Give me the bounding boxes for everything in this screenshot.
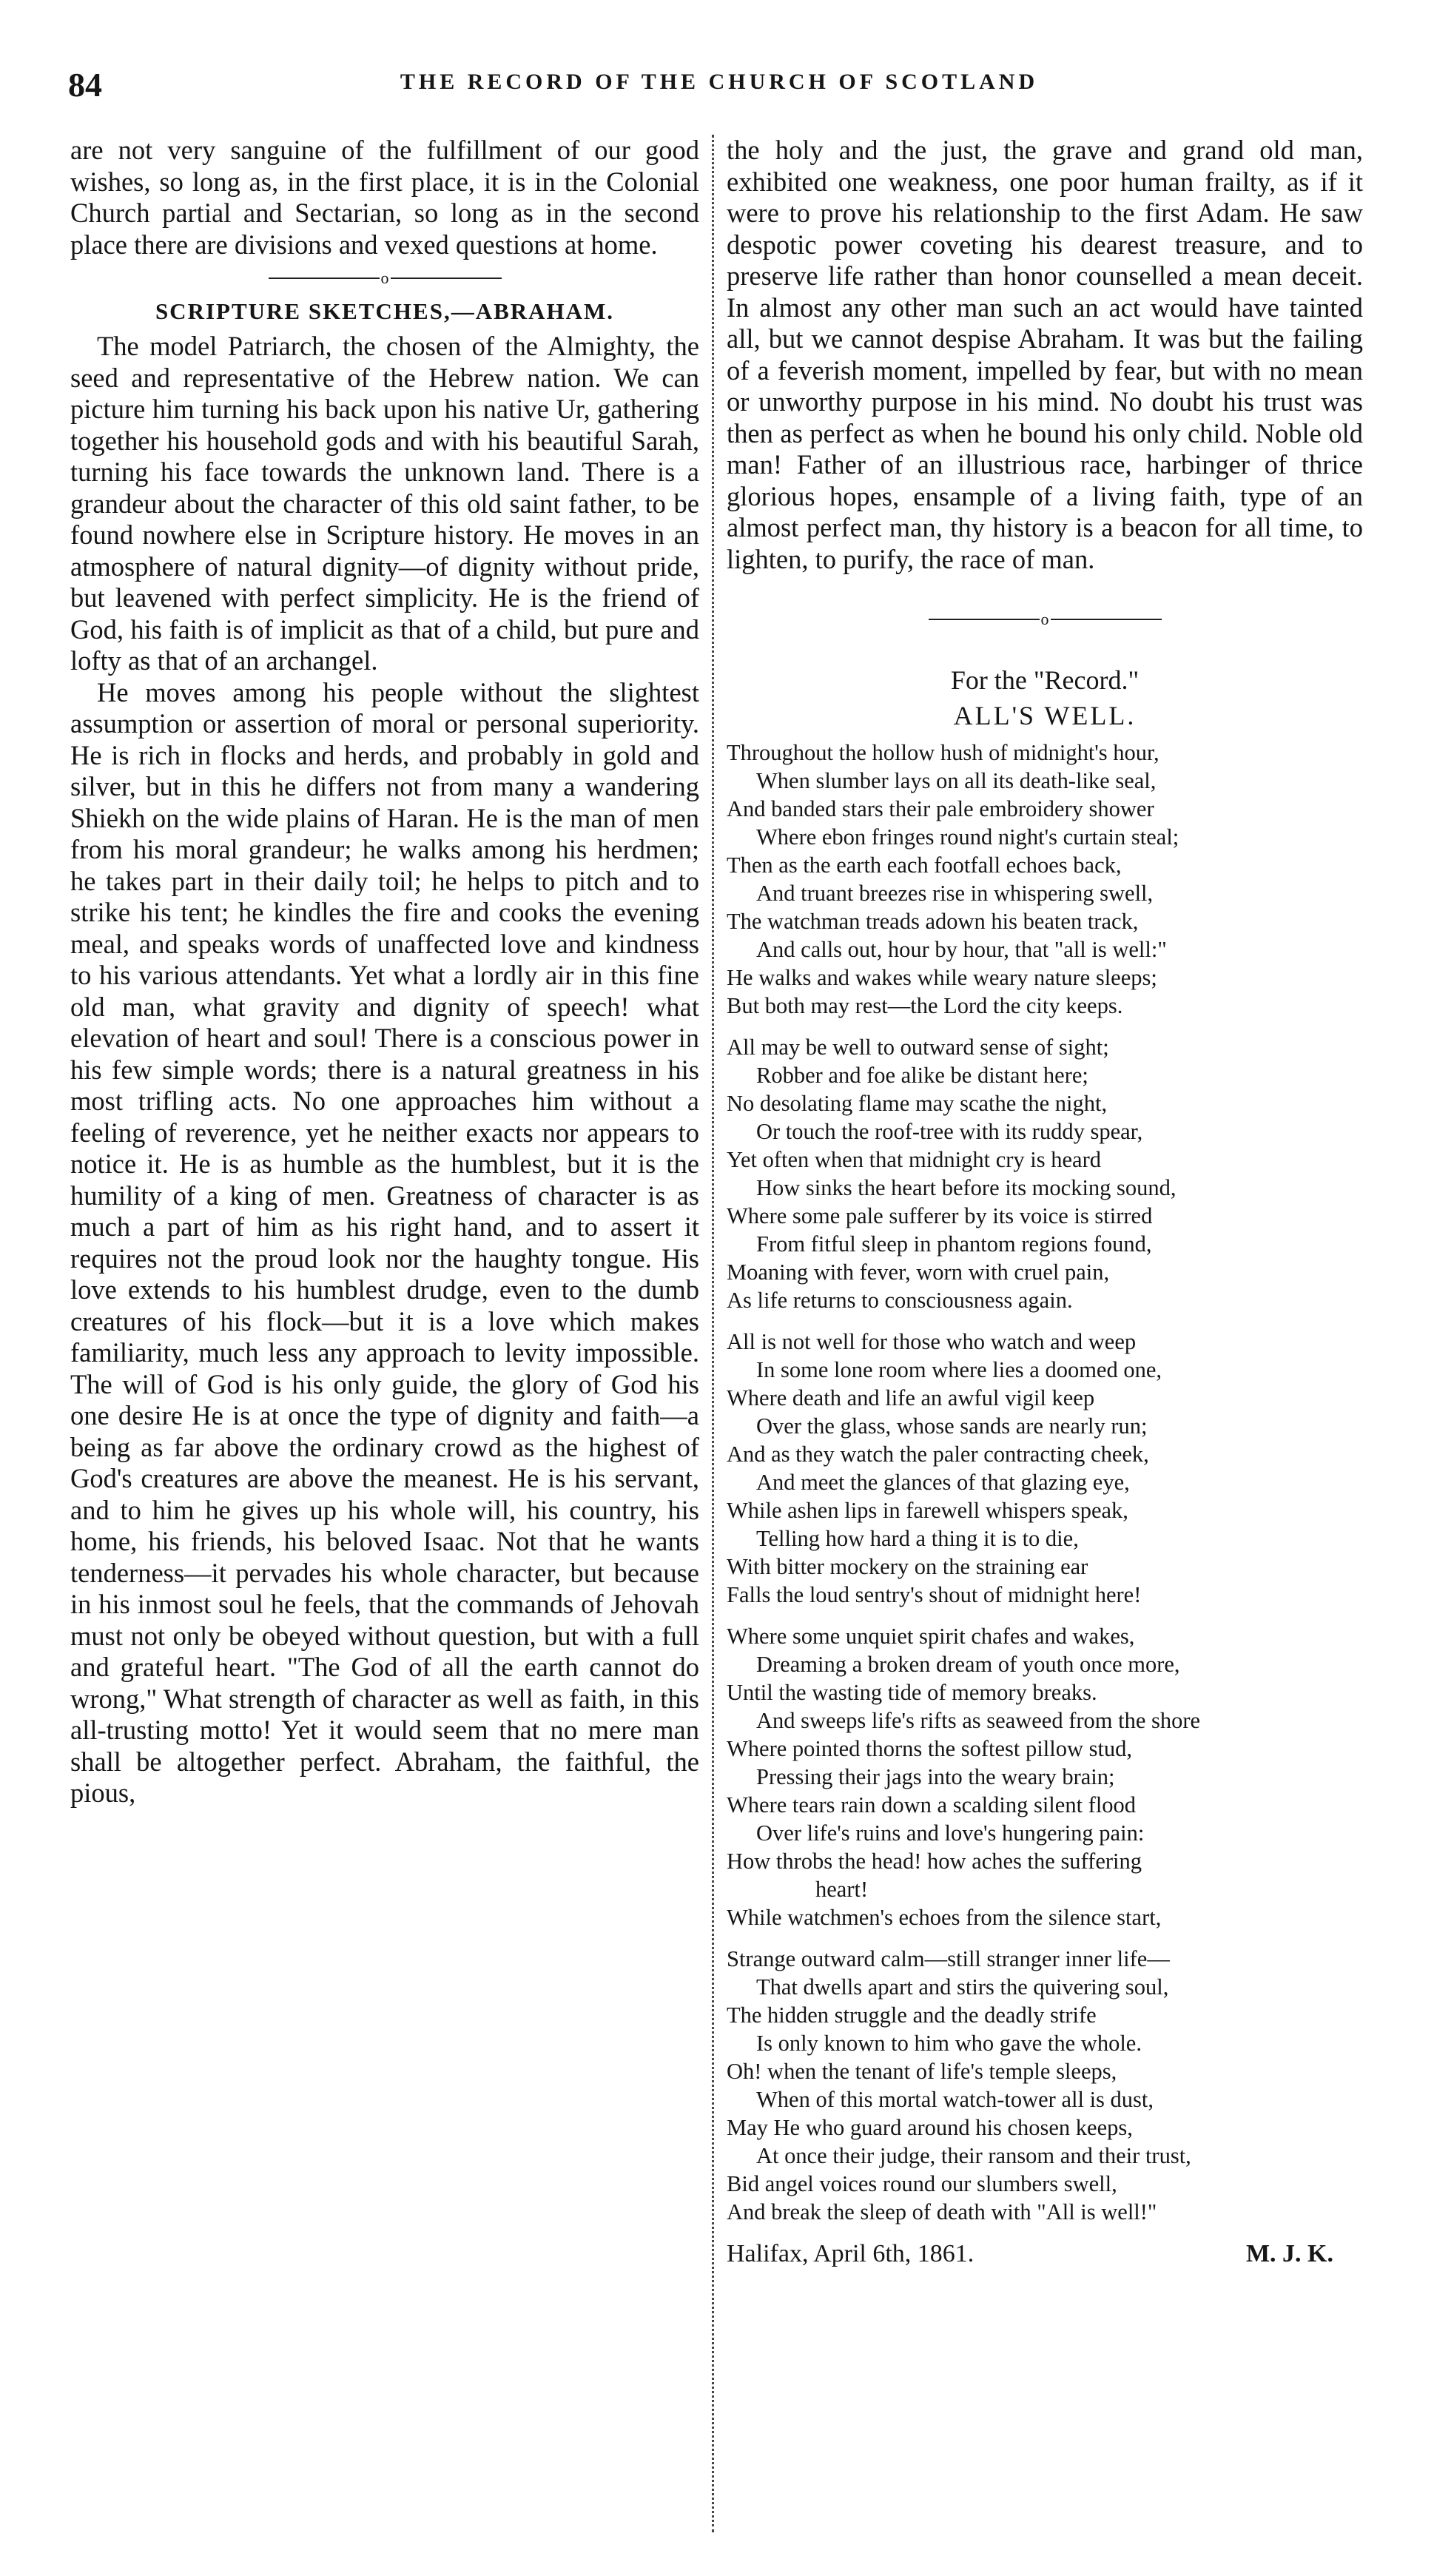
poem-line: Over the glass, whose sands are nearly run;: [756, 1413, 1148, 1439]
page-number: 84: [68, 66, 102, 104]
poem-line: Moaning with fever, worn with cruel pain,: [727, 1260, 1110, 1285]
poem-line: Then as the earth each footfall echoes back,: [727, 852, 1122, 878]
poem-line: And meet the glances of that glazing eye,: [756, 1470, 1130, 1496]
continuation-paragraph: are not very sanguine of the fulfillment of our good wishes, so long as, in the first place, it is in the Colonial Church partial and Sectarian, so long as in the second place there are divisions and vexed questions at home.: [70, 135, 699, 260]
poem-line: Where some pale sufferer by its voice is stirred: [727, 1203, 1153, 1229]
section-heading: SCRIPTURE SKETCHES,—ABRAHAM.: [155, 298, 615, 325]
poem-stanza: [727, 1622, 1363, 1931]
poem-line: As life returns to consciousness again.: [727, 1288, 1073, 1314]
poem-line: When of this mortal watch-tower all is dust,: [756, 2087, 1154, 2113]
poem-stanza: [727, 1945, 1363, 2226]
poem-line: And banded stars their pale embroidery shower: [727, 796, 1154, 822]
poem-line: And truant breezes rise in whispering swell,: [756, 881, 1154, 907]
poem-line: But both may rest—the Lord the city keeps.: [727, 993, 1123, 1019]
column-divider: [712, 135, 714, 2532]
poem-line: That dwells apart and stirs the quivering soul,: [756, 1974, 1169, 2000]
poem-line: Where death and life an awful vigil keep: [727, 1385, 1095, 1411]
poem-line: The hidden struggle and the deadly strife: [727, 2002, 1097, 2028]
poem-line: Oh! when the tenant of life's temple sleeps,: [727, 2059, 1117, 2085]
poem-line: While ashen lips in farewell whispers speak,: [727, 1498, 1128, 1524]
poem-line: In some lone room where lies a doomed one,: [756, 1357, 1162, 1383]
page-header: [68, 65, 1370, 110]
poem-line: And sweeps life's rifts as seaweed from the shore: [756, 1708, 1201, 1734]
poem-line: Where pointed thorns the softest pillow stud,: [727, 1736, 1133, 1762]
poem-line: Over life's ruins and love's hungering pain:: [756, 1820, 1145, 1846]
poem-line: No desolating flame may scathe the night,: [727, 1091, 1108, 1117]
poem-line: How throbs the head! how aches the suffering: [727, 1849, 1142, 1874]
signature-place: Halifax, April 6th, 1861.: [727, 2240, 974, 2268]
poem: [727, 739, 1363, 2226]
poem-line: Dreaming a broken dream of youth once more,: [756, 1652, 1180, 1678]
poem-stanza: [727, 1328, 1363, 1609]
poem-attribution: For the "Record.": [950, 665, 1140, 696]
article-paragraph: The model Patriarch, the chosen of the Almighty, the seed and representative of the Hebrew nation. We can picture him turning his back upon his native Ur, gathering together his household gods and with his beautiful Sarah, turning his face towards the unknown land. There is a grandeur about the character of this old saint father, to be found nowhere else in Scripture history. He moves in an atmosphere of natural dignity—of dignity without pride, but leavened with perfect simplicity. He is the friend of God, his faith is of implicit as that of a child, but pure and lofty as that of an archangel.: [70, 331, 699, 676]
poem-line: Pressing their jags into the weary brain;: [756, 1764, 1115, 1790]
rule-mark: o: [380, 269, 389, 288]
poem-signature: [727, 2239, 1363, 2270]
signature-initials: M. J. K.: [1245, 2240, 1333, 2268]
poem-stanza: [727, 1033, 1363, 1314]
continuation-paragraph: the holy and the just, the grave and grand old man, exhibited one weakness, one poor human frailty, as if it were to prove his relationship to the first Adam. He saw despotic power coveting his dearest treasure, and to preserve life rather than honor counselled a mean deceit. In almost any other man such an act would have tainted all, but we cannot despise Abraham. It was but the failing of a feverish moment, impelled by fear, but with no mean or unworthy purpose in his mind. No doubt his trust was then as perfect as when he bound his only child. Noble old man! Father of an illustrious race, harbinger of thrice glorious hopes, ensample of a living faith, type of an almost perfect man, thy history is a beacon for all time, to lighten, to purify, the race of man.: [727, 135, 1363, 574]
article-paragraph: He moves among his people without the slightest assumption or assertion of moral or personal superiority. He is rich in flocks and herds, and probably in gold and silver, but in this he differs not from many a wandering Shiekh on the wide plains of Haran. He is the man of men from his moral grandeur; he walks among his herdmen; he takes part in their daily toil; he helps to pitch and to strike his tent; he kindles the fire and cooks the evening meal, and speaks words of unaffected love and kindness to his various attendants. Yet what a lordly air in this fine old man, what gravity and dignity of speech! what elevation of heart and soul! There is a conscious power in his few simple words; there is a natural greatness in his most trifling acts. No one approaches him without a feeling of reverence, yet he neither exacts nor appears to notice it. He is as humble as the humblest, but it is the humility of a king of men. Greatness of character is as much a part of him as his right hand, and to assert it requires not the proud look nor the haughty tongue. His love extends to his humblest drudge, even to the dumb creatures of his flock—but it is a love which makes familiarity, much less any approach to levity impossible. The will of God is his only guide, the glory of God his one desire He is at once the type of dignity and faith—a being as far above the ordinary crowd as the highest of God's creatures are above the meanest. He is his servant, and to him he gives up his whole will, his country, his home, his friends, his beloved Isaac. Not that he wants tenderness—it pervades his whole character, but because in his inmost soul he feels, that the commands of Jehovah must not only be obeyed without question, but with a full and grateful heart. "The God of all the earth cannot do wrong," What strength of character as well as faith, in this all-trusting motto! Yet it would seem that no mere man shall be altogether perfect. Abraham, the faithful, the pious,: [70, 676, 699, 1809]
poem-line: Robber and foe alike be distant here;: [756, 1063, 1088, 1089]
running-title: THE RECORD OF THE CHURCH OF SCOTLAND: [400, 70, 1039, 94]
poem-line: All is not well for those who watch and weep: [727, 1329, 1137, 1355]
poem-line: Yet often when that midnight cry is heard: [727, 1147, 1101, 1173]
poem-line: Where tears rain down a scalding silent flood: [727, 1792, 1137, 1818]
poem-line: Where some unquiet spirit chafes and wakes,: [727, 1624, 1135, 1649]
poem-line: Where ebon fringes round night's curtain steal;: [756, 824, 1179, 850]
left-column: [70, 135, 699, 1809]
poem-line: At once their judge, their ransom and their trust,: [756, 2143, 1191, 2169]
poem-line: And break the sleep of death with "All is well!": [727, 2199, 1157, 2225]
poem-line: And as they watch the paler contracting cheek,: [727, 1442, 1149, 1467]
poem-line: Or touch the roof-tree with its ruddy spear,: [756, 1119, 1143, 1145]
poem-line: From fitful sleep in phantom regions found,: [756, 1231, 1152, 1257]
poem-title: ALL'S WELL.: [953, 701, 1137, 731]
right-column: [727, 135, 1363, 2270]
rule-mark: o: [1040, 610, 1049, 629]
poem-line: He walks and wakes while weary nature sleeps;: [727, 965, 1157, 991]
poem-line: heart!: [815, 1877, 869, 1903]
poem-line: Throughout the hollow hush of midnight's hour,: [727, 740, 1159, 766]
poem-line: While watchmen's echoes from the silence start,: [727, 1905, 1162, 1931]
poem-line: All may be well to outward sense of sight;: [727, 1035, 1109, 1060]
section-rule: [70, 266, 699, 289]
poem-line: When slumber lays on all its death-like seal,: [756, 768, 1157, 794]
poem-line: How sinks the heart before its mocking sound,: [756, 1175, 1177, 1201]
poem-line: And calls out, hour by hour, that "all is well:": [756, 937, 1167, 963]
poem-line: May He who guard around his chosen keeps,: [727, 2115, 1133, 2141]
poem-line: The watchman treads adown his beaten track,: [727, 909, 1139, 935]
poem-line: Falls the loud sentry's shout of midnight here!: [727, 1582, 1142, 1608]
poem-stanza: [727, 739, 1363, 1020]
poem-line: Bid angel voices round our slumbers swell,: [727, 2171, 1117, 2197]
poem-line: With bitter mockery on the straining ear: [727, 1554, 1088, 1580]
poem-line: Telling how hard a thing it is to die,: [756, 1526, 1079, 1552]
section-rule: [727, 608, 1363, 630]
poem-line: Until the wasting tide of memory breaks.: [727, 1680, 1097, 1706]
poem-line: Strange outward calm—still stranger inner life—: [727, 1946, 1170, 1972]
poem-line: Is only known to him who gave the whole.: [756, 2031, 1142, 2057]
